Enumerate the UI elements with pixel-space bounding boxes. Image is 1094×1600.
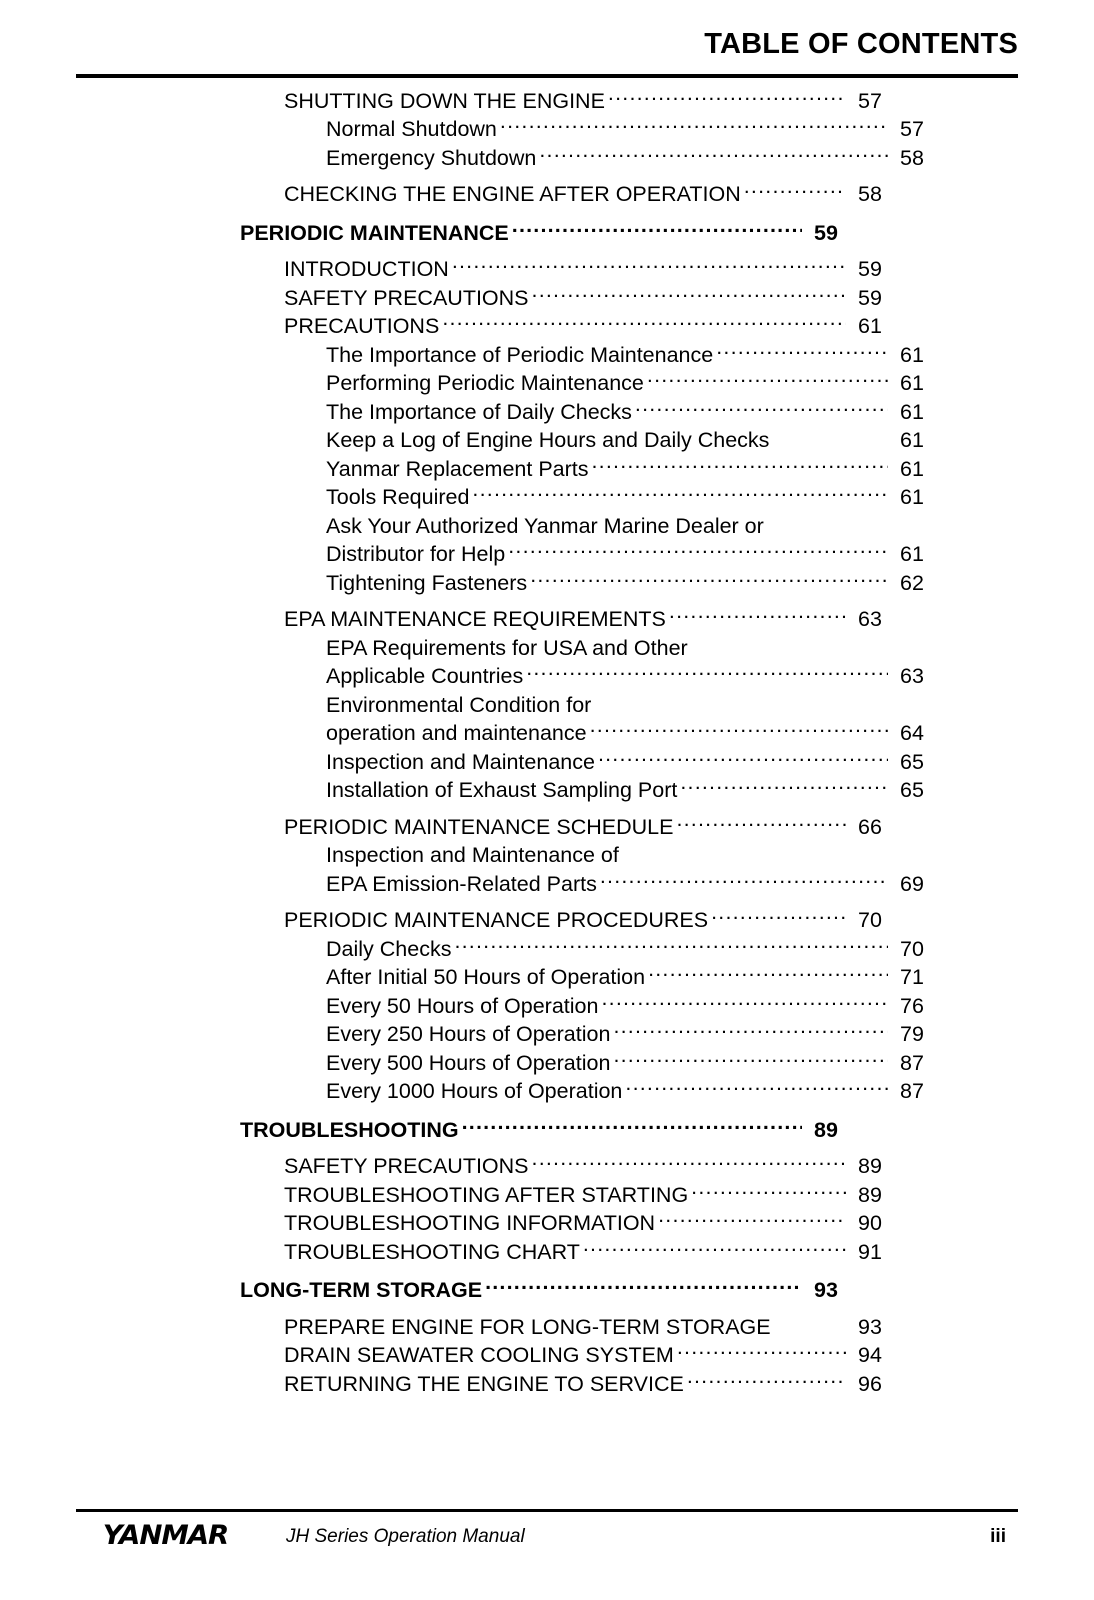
toc-entry-title: PRECAUTIONS	[284, 314, 440, 338]
toc-entry-page: 61	[900, 485, 924, 509]
toc-entry[interactable]	[284, 86, 904, 115]
toc-entry-page: 70	[858, 908, 882, 932]
toc-leader-dots	[452, 255, 846, 277]
toc-entry-title: The Importance of Periodic Maintenance	[326, 342, 714, 367]
toc-leader-dots	[462, 1115, 802, 1137]
toc-leader-dots	[601, 991, 888, 1013]
page-title: TABLE OF CONTENTS	[704, 28, 1018, 60]
toc-entry-title: Inspection and Maintenance	[326, 749, 595, 774]
toc-entry-page: 61	[900, 542, 924, 566]
toc-entry-page: 96	[858, 1371, 882, 1396]
toc-entry-title: Tightening Fasteners	[326, 570, 528, 595]
toc-entry[interactable]	[326, 869, 946, 898]
toc-entry-page: 71	[900, 965, 924, 989]
toc-entry-page: 61	[900, 456, 924, 481]
toc-entry-page: 90	[858, 1211, 882, 1235]
toc-entry-page: 59	[814, 220, 838, 245]
toc-entry[interactable]	[326, 426, 946, 455]
toc-leader-dots	[608, 86, 846, 108]
toc-entry-page: 93	[814, 1278, 838, 1302]
toc-entry-page: 89	[814, 1117, 838, 1142]
toc-entry[interactable]	[326, 568, 946, 597]
toc-entry[interactable]	[284, 312, 904, 341]
toc-leader-dots	[442, 312, 846, 334]
toc-entry-page: 63	[858, 607, 882, 631]
footer-divider	[76, 1509, 1018, 1512]
footer-manual-title: JH Series Operation Manual	[286, 1526, 525, 1547]
toc-entry-title: Emergency Shutdown	[326, 145, 537, 170]
toc-entry-title: Every 1000 Hours of Operation	[326, 1079, 623, 1103]
toc-entry[interactable]	[326, 369, 946, 398]
toc-leader-dots	[625, 1077, 888, 1099]
toc-leader-dots	[454, 934, 888, 956]
toc-entry-title: Applicable Countries	[326, 664, 524, 688]
toc-entry-page: 58	[858, 182, 882, 206]
toc-entry-title: RETURNING THE ENGINE TO SERVICE	[284, 1371, 684, 1396]
toc-entry-title: PERIODIC MAINTENANCE SCHEDULE	[284, 814, 674, 839]
toc-leader-dots	[600, 869, 888, 891]
toc-entry-title: EPA Requirements for USA and Other	[326, 635, 688, 660]
toc-leader-dots	[669, 605, 846, 627]
toc-leader-dots	[472, 483, 888, 505]
toc-entry-title: operation and maintenance	[326, 721, 587, 745]
toc-entry-page: 69	[900, 871, 924, 896]
toc-entry-title: SAFETY PRECAUTIONS	[284, 1154, 529, 1178]
toc-entry-page: 61	[858, 314, 882, 338]
toc-entry[interactable]	[326, 1077, 946, 1106]
toc-entry[interactable]	[326, 511, 946, 540]
toc-leader-dots	[532, 283, 846, 305]
toc-entry-page: 66	[858, 814, 882, 839]
toc-entry-title: After Initial 50 Hours of Operation	[326, 965, 646, 989]
toc-leader-dots	[598, 747, 888, 769]
toc-leader-dots	[512, 218, 802, 240]
toc-entry-page: 59	[858, 257, 882, 281]
toc-entry[interactable]	[326, 340, 946, 369]
toc-entry[interactable]	[326, 633, 946, 662]
toc-entry-page: 57	[900, 117, 924, 141]
toc-entry-title: DRAIN SEAWATER COOLING SYSTEM	[284, 1343, 674, 1367]
toc-entry[interactable]	[326, 719, 946, 748]
toc-leader-dots	[594, 690, 888, 712]
toc-leader-dots	[583, 1237, 846, 1259]
toc-leader-dots	[532, 1152, 846, 1174]
toc-leader-dots	[691, 1180, 846, 1202]
toc-entry-title: Daily Checks	[326, 936, 452, 961]
toc-entry-page: 57	[858, 88, 882, 113]
toc-leader-dots	[647, 369, 888, 391]
toc-entry-title: SAFETY PRECAUTIONS	[284, 285, 529, 310]
toc-entry[interactable]	[326, 776, 946, 805]
toc-entry-title: The Importance of Daily Checks	[326, 399, 632, 424]
toc-entry-title: Yanmar Replacement Parts	[326, 456, 589, 481]
toc-entry-page: 79	[900, 1022, 924, 1046]
toc-leader-dots	[526, 662, 888, 684]
toc-leader-dots	[680, 776, 888, 798]
toc-entry[interactable]	[326, 143, 946, 172]
toc-entry-page: 94	[858, 1343, 882, 1367]
toc-entry[interactable]	[284, 1237, 904, 1266]
toc-entry-page: 62	[900, 570, 924, 595]
toc-entry-page: 89	[858, 1154, 882, 1178]
toc-entry[interactable]	[326, 1020, 946, 1049]
toc-leader-dots	[716, 340, 888, 362]
toc-entry-title: TROUBLESHOOTING INFORMATION	[284, 1211, 656, 1235]
toc-entry[interactable]	[284, 906, 904, 935]
toc-entry[interactable]	[284, 812, 904, 841]
toc-leader-dots	[691, 633, 888, 655]
toc-entry-title: INTRODUCTION	[284, 257, 449, 281]
toc-entry-title: Performing Periodic Maintenance	[326, 371, 644, 395]
toc-leader-dots	[648, 963, 888, 985]
toc-entry-page: 58	[900, 145, 924, 170]
toc-entry-page: 65	[900, 778, 924, 802]
toc-entry-page: 91	[858, 1239, 882, 1264]
toc-entry-page: 93	[858, 1314, 882, 1339]
toc-entry-title: PREPARE ENGINE FOR LONG-TERM STORAGE	[284, 1314, 771, 1339]
toc-entry[interactable]	[284, 1369, 904, 1398]
toc-leader-dots	[677, 1341, 846, 1363]
toc-leader-dots	[500, 115, 888, 137]
toc-entry-page: 59	[858, 285, 882, 310]
toc-entry[interactable]	[284, 1152, 904, 1181]
toc-entry-title: TROUBLESHOOTING	[240, 1117, 459, 1142]
toc-leader-dots	[613, 1020, 888, 1042]
toc-leader-dots	[711, 906, 846, 928]
footer-page-number: iii	[990, 1526, 1006, 1547]
toc-entry[interactable]	[326, 397, 946, 426]
toc-entry-page: 89	[858, 1182, 882, 1207]
toc-entry[interactable]	[326, 991, 946, 1020]
toc-entry[interactable]	[284, 1341, 904, 1370]
toc-leader-dots	[658, 1209, 846, 1231]
toc-leader-dots	[539, 143, 888, 165]
toc-entry-title: Every 250 Hours of Operation	[326, 1022, 611, 1046]
toc-entry[interactable]	[326, 747, 946, 776]
toc-entry-title: Tools Required	[326, 485, 470, 509]
toc-entry[interactable]	[240, 1276, 860, 1305]
toc-entry-title: PERIODIC MAINTENANCE PROCEDURES	[284, 908, 709, 932]
toc-leader-dots	[744, 180, 846, 202]
toc-entry-title: LONG-TERM STORAGE	[240, 1278, 483, 1302]
toc-entry-page: 87	[900, 1079, 924, 1103]
toc-entry-title: Normal Shutdown	[326, 117, 497, 141]
toc-leader-dots	[772, 426, 888, 448]
toc-entry-page: 76	[900, 993, 924, 1018]
toc-entry-page: 64	[900, 721, 924, 745]
toc-entry[interactable]	[284, 1209, 904, 1238]
toc-entry-page: 61	[900, 342, 924, 367]
toc-entry-title: Environmental Condition for	[326, 692, 592, 717]
page-footer	[76, 1518, 1018, 1558]
toc-entry[interactable]	[284, 180, 904, 209]
toc-entry-page: 61	[900, 371, 924, 395]
toc-entry[interactable]	[240, 1115, 860, 1144]
table-of-contents	[240, 86, 924, 1398]
toc-entry-page: 87	[900, 1050, 924, 1075]
yanmar-logo: YANMAR	[102, 1520, 229, 1551]
toc-leader-dots	[774, 1312, 846, 1334]
toc-leader-dots	[635, 397, 888, 419]
toc-entry[interactable]	[240, 218, 860, 247]
toc-entry-title: EPA MAINTENANCE REQUIREMENTS	[284, 607, 666, 631]
toc-entry-title: Ask Your Authorized Yanmar Marine Dealer or	[326, 513, 764, 538]
toc-entry-title: Keep a Log of Engine Hours and Daily Checks	[326, 428, 770, 452]
toc-leader-dots	[687, 1369, 846, 1391]
toc-entry-title: EPA Emission-Related Parts	[326, 871, 597, 896]
toc-leader-dots	[592, 454, 889, 476]
toc-entry-page: 61	[900, 399, 924, 424]
toc-entry[interactable]	[326, 540, 946, 569]
toc-entry[interactable]	[326, 963, 946, 992]
toc-leader-dots	[676, 812, 846, 834]
toc-entry-title: SHUTTING DOWN THE ENGINE	[284, 88, 605, 113]
toc-entry[interactable]	[284, 255, 904, 284]
toc-entry[interactable]	[284, 605, 904, 634]
toc-entry-title: Installation of Exhaust Sampling Port	[326, 778, 678, 802]
toc-leader-dots	[622, 841, 888, 863]
toc-entry[interactable]	[284, 1180, 904, 1209]
toc-entry[interactable]	[326, 1048, 946, 1077]
toc-entry[interactable]	[284, 283, 904, 312]
toc-entry[interactable]	[326, 690, 946, 719]
toc-entry[interactable]	[284, 1312, 904, 1341]
toc-leader-dots	[530, 568, 888, 590]
toc-leader-dots	[485, 1276, 802, 1298]
toc-entry-page: 65	[900, 749, 924, 774]
toc-leader-dots	[508, 540, 888, 562]
header-divider	[76, 74, 1018, 78]
toc-entry-title: Every 50 Hours of Operation	[326, 993, 599, 1018]
toc-entry-page: 61	[900, 428, 924, 452]
toc-entry[interactable]	[326, 934, 946, 963]
toc-leader-dots	[767, 511, 888, 533]
toc-entry-title: CHECKING THE ENGINE AFTER OPERATION	[284, 182, 741, 206]
toc-entry[interactable]	[326, 115, 946, 144]
toc-entry[interactable]	[326, 662, 946, 691]
toc-entry-page: 70	[900, 936, 924, 961]
toc-leader-dots	[613, 1048, 888, 1070]
toc-leader-dots	[590, 719, 888, 741]
toc-entry-title: TROUBLESHOOTING CHART	[284, 1239, 580, 1264]
toc-entry-title: Inspection and Maintenance of	[326, 843, 619, 867]
toc-entry-title: Every 500 Hours of Operation	[326, 1050, 611, 1075]
toc-entry[interactable]	[326, 454, 946, 483]
toc-entry-title: Distributor for Help	[326, 542, 506, 566]
toc-entry-title: PERIODIC MAINTENANCE	[240, 220, 509, 245]
toc-entry[interactable]	[326, 841, 946, 870]
toc-entry-page: 63	[900, 664, 924, 688]
toc-entry-title: TROUBLESHOOTING AFTER STARTING	[284, 1182, 689, 1207]
toc-entry[interactable]	[326, 483, 946, 512]
